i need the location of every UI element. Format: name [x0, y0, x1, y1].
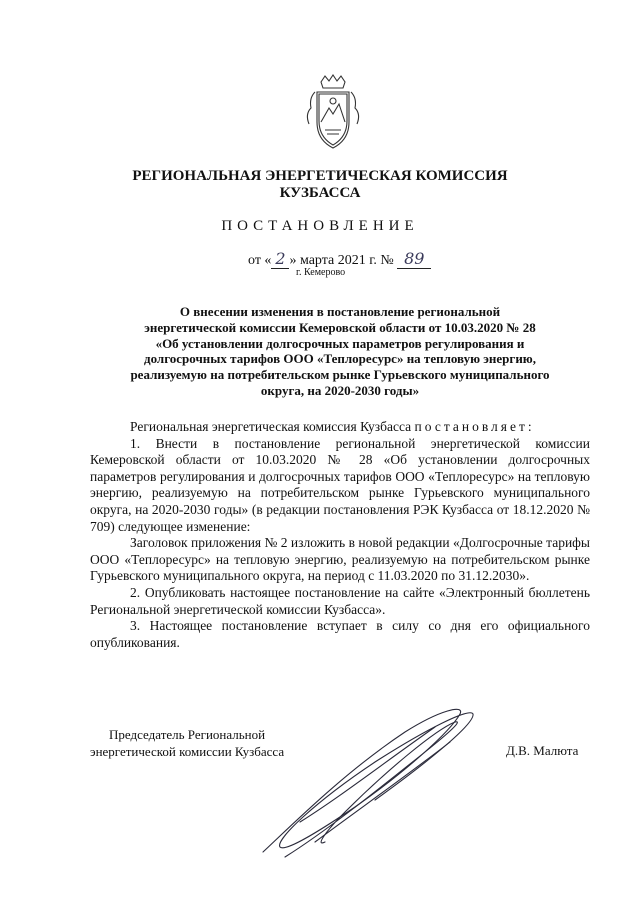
- signatory-title-line-2: энергетической комиссии Кузбасса: [90, 744, 285, 759]
- subject-line-3: «Об установлении долгосрочных параметров регулирования и: [155, 335, 525, 351]
- intro-paragraph: [90, 419, 590, 436]
- item-3: 3. Настоящее постановление вступает в силу со дня его официального опубликования.: [90, 618, 590, 650]
- subject-line-1: О внесении изменения в постановление региональной: [179, 304, 501, 319]
- subject-line-5: реализуемую на потребительском рынке Гурьевского муниципального: [130, 367, 550, 383]
- date-month-year: » марта 2021 г. №: [289, 253, 394, 268]
- item-2: 2. Опубликовать настоящее постановление на сайте «Электронный бюллетень Региональной энергетической комиссии Кузбасса».: [90, 584, 590, 617]
- item-1-detail: Заголовок приложения № 2 изложить в новой редакции «Долгосрочные тарифы ООО «Теплоресурс» на тепловую энергию, реализуемую на потребительском рынке Гурьевского муниципального округа, на период с 11.03.2020 по 31.12.2030».: [90, 535, 590, 584]
- item-1: 1. Внести в постановление региональной энергетической комиссии Кемеровской области от 10.03.2020 № 28 «Об установлении долгосрочных параметров регулирования и долгосрочных тарифов ООО «Теплоресурс» на тепловую энергию, реализуемую на потребительском рынке Гурьевского муниципального округа, на 2020-2030 годы» (в редакции постановления РЭК Кузбасса от 18.12.2020 № 709) следующее изменение:: [90, 435, 590, 534]
- document-subject: [110, 304, 570, 399]
- signature-icon: [255, 702, 480, 860]
- subject-line-4: долгосрочных тарифов ООО «Теплоресурс» на тепловую энергию,: [144, 351, 536, 367]
- document-type: ПОСТАНОВЛЕНИЕ: [221, 218, 419, 234]
- signatory-name: Д.В. Малюта: [506, 743, 579, 758]
- date-line: [248, 249, 431, 269]
- intro-main: Региональная энергетическая комиссия Кузбасса: [130, 419, 412, 434]
- intro-decree-word: постановляет:: [414, 419, 535, 434]
- date-prefix: от «: [248, 253, 272, 268]
- signatory-title-line-1: Председатель Региональной: [109, 727, 266, 742]
- subject-line-2: энергетической комиссии Кемеровской области от 10.03.2020 № 28: [144, 319, 536, 335]
- city: г. Кемерово: [296, 267, 346, 278]
- subject-line-6: округа, на 2020-2030 годы»: [260, 382, 420, 398]
- document-number: 89: [397, 249, 431, 269]
- organization-line-2: КУЗБАССА: [279, 185, 361, 201]
- organization-line-1: РЕГИОНАЛЬНАЯ ЭНЕРГЕТИЧЕСКАЯ КОМИССИЯ: [132, 168, 508, 184]
- date-day: 2: [271, 249, 289, 269]
- coat-of-arms-icon: [301, 74, 365, 152]
- document-body: [90, 419, 590, 651]
- organization-name: [0, 168, 640, 202]
